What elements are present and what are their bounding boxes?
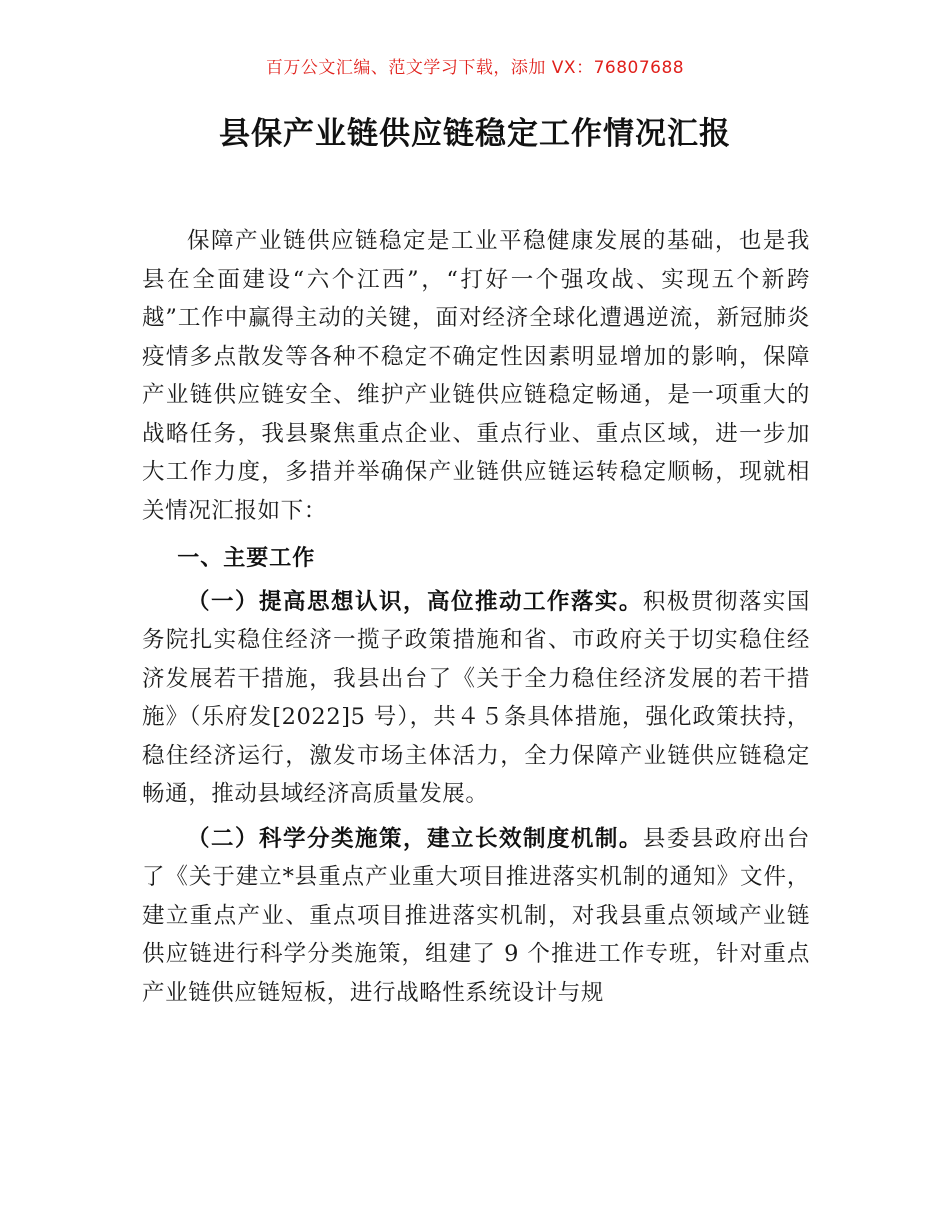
intro-paragraph: 保障产业链供应链稳定是工业平稳健康发展的基础，也是我县在全面建设“六个江西”，“打好一个强攻战、实现五个新跨越”工作中赢得主动的关键，面对经济全球化遭遇逆流，新冠肺炎疫情多点散发等各种不稳定不确定性因素明显增加的影响，保障产业链供应链安全、维护产业链供应链稳定畅通，是一项重大的战略任务，我县聚焦重点企业、重点行业、重点区域，进一步加大工作力度，多措并举确保产业链供应链运转稳定顺畅，现就相关情况汇报如下： — [142, 228, 810, 524]
item-1-paragraph — [142, 583, 810, 814]
item-2-lead: （二）科学分类施策，建立长效制度机制。 — [187, 825, 643, 852]
watermark-banner: 百万公文汇编、范文学习下载，添加 VX：76807688 — [265, 58, 685, 78]
item-2-paragraph — [142, 820, 810, 1013]
spacer — [142, 530, 810, 536]
item-1-lead: （一）提高思想认识，高位推动工作落实。 — [187, 588, 643, 615]
document-body — [142, 222, 810, 1012]
section-heading-main-work: 一、主要工作 — [177, 546, 316, 571]
document-title: 县保产业链供应链稳定工作情况汇报 — [219, 116, 731, 152]
item-1-text: 积极贯彻落实国务院扎实稳住经济一揽子政策措施和省、市政府关于切实稳住经济发展若干措施，我县出台了《关于全力稳住经济发展的若干措施》（乐府发[2022]5 号），共４５条具体措施，强化政策扶持，稳住经济运行，激发市场主体活力，全力保障产业链供应链稳定畅通，推动县域经济高质量发展。 — [142, 588, 810, 807]
item-2-text: 县委县政府出台了《关于建立*县重点产业重大项目推进落实机制的通知》文件，建立重点产业、重点项目推进落实机制，对我县重点领域产业链供应链进行科学分类施策，组建了 9 个推进工作专班，针对重点产业链供应链短板，进行战略性系统设计与规 — [142, 825, 810, 1006]
